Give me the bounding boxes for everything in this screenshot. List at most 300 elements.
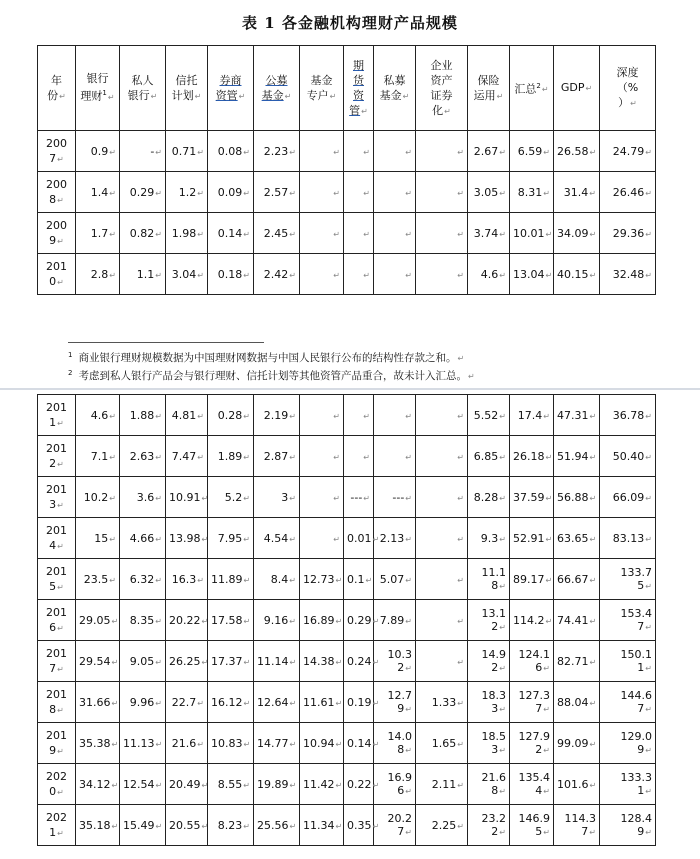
cell-text: 11.14 — [257, 654, 289, 668]
paragraph-mark: ↵ — [109, 270, 116, 280]
value-cell — [254, 395, 300, 436]
value-cell — [208, 172, 254, 213]
year-cell: 201 0↵ — [38, 254, 76, 295]
cell-text: 201 — [46, 605, 67, 619]
table-row — [38, 213, 656, 254]
value-cell — [300, 172, 344, 213]
value-cell — [468, 682, 510, 723]
value-cell — [600, 477, 656, 518]
cell-text: 200 — [46, 136, 67, 150]
cell-text: 0.09 — [217, 185, 243, 199]
value-cell — [374, 641, 416, 682]
value-cell — [344, 172, 374, 213]
cell-text: 16.89 — [303, 613, 335, 627]
cell-text: 8.4 — [270, 572, 289, 586]
cell-text: 1 — [637, 661, 645, 674]
cell-text: 29.54 — [79, 654, 111, 668]
data-table-bottom — [37, 394, 656, 846]
paragraph-mark: ↵ — [289, 821, 297, 831]
value-cell — [208, 436, 254, 477]
cell-text: 201 — [46, 687, 67, 701]
table-title: 表 1 各金融机构理财产品规模 — [242, 14, 458, 32]
year-cell: 202 1↵ — [38, 805, 76, 846]
cell-text: 9.96 — [129, 695, 155, 709]
cell-text: 74.41 — [557, 613, 589, 627]
paragraph-mark: ↵ — [335, 575, 343, 585]
paragraph-mark: ↵ — [335, 780, 343, 790]
cell-text: 0.28 — [217, 408, 243, 422]
paragraph-mark: ↵ — [111, 616, 119, 626]
paragraph-mark: ↵ — [645, 705, 652, 714]
value-cell — [416, 682, 468, 723]
paragraph-mark: ↵ — [589, 698, 597, 708]
paragraph-mark: ↵ — [405, 787, 412, 796]
header-cell — [208, 46, 254, 131]
paragraph-mark: ↵ — [243, 229, 250, 239]
paragraph-mark: ↵ — [243, 411, 250, 421]
value-cell — [374, 254, 416, 295]
value-cell — [76, 518, 120, 559]
value-cell — [120, 559, 166, 600]
value-cell — [166, 172, 208, 213]
value-cell — [600, 559, 656, 600]
cell-text: 12.54 — [123, 777, 155, 791]
paragraph-mark: ↵ — [365, 575, 373, 585]
paragraph-mark: ↵ — [289, 534, 296, 544]
value-cell — [300, 682, 344, 723]
cell-text: 6.32 — [129, 572, 155, 586]
paragraph-mark: ↵ — [543, 188, 550, 198]
paragraph-mark: ↵ — [372, 821, 380, 831]
cell-text: 202 — [46, 810, 67, 824]
paragraph-mark: ↵ — [201, 780, 209, 790]
value-cell — [254, 641, 300, 682]
paragraph-mark: ↵ — [197, 147, 204, 157]
header-label: 份 — [47, 88, 59, 102]
cell-text: 5.52 — [473, 408, 499, 422]
value-cell — [416, 518, 468, 559]
value-cell — [510, 477, 554, 518]
paragraph-mark: ↵ — [402, 91, 410, 101]
paragraph-mark: ↵ — [238, 91, 246, 101]
paragraph-mark: ↵ — [111, 821, 119, 831]
header-label: 资 — [353, 88, 364, 102]
paragraph-mark: ↵ — [201, 534, 209, 544]
paragraph-mark: ↵ — [363, 493, 370, 503]
value-cell — [166, 600, 208, 641]
cell-text: 2 — [397, 661, 405, 674]
paragraph-mark: ↵ — [335, 739, 343, 749]
paragraph-mark: ↵ — [499, 229, 506, 239]
header-cell — [254, 46, 300, 131]
paragraph-mark: ↵ — [289, 493, 296, 503]
paragraph-mark: ↵ — [197, 188, 204, 198]
table-row — [38, 682, 656, 723]
cell-text: 3 — [49, 497, 57, 511]
cell-text: 7.47 — [171, 449, 197, 463]
cell-text: 13.1 — [481, 607, 506, 620]
value-cell — [416, 600, 468, 641]
paragraph-mark: ↵ — [243, 821, 250, 831]
cell-text: 52.91 — [513, 531, 545, 545]
cell-text: 9 — [49, 233, 57, 247]
cell-text: 2 — [491, 620, 499, 633]
paragraph-mark: ↵ — [155, 575, 162, 585]
header-label: 信托 — [175, 73, 198, 87]
value-cell — [468, 477, 510, 518]
table-row — [38, 172, 656, 213]
value-cell — [468, 641, 510, 682]
value-cell — [600, 131, 656, 172]
paragraph-mark: ↵ — [289, 411, 296, 421]
cell-text: 8 — [49, 192, 57, 206]
value-cell — [120, 172, 166, 213]
value-cell — [554, 172, 600, 213]
cell-text: 1.7 — [90, 226, 109, 240]
paragraph-mark: ↵ — [155, 147, 162, 157]
paragraph-mark: ↵ — [589, 188, 596, 198]
cell-text: 8 — [491, 579, 499, 592]
paragraph-mark: ↵ — [363, 147, 370, 157]
header-label: 专户 — [306, 88, 329, 102]
cell-text: 201 — [46, 646, 67, 660]
cell-text: 2.63 — [129, 449, 155, 463]
cell-text: 0.1 — [347, 572, 365, 586]
paragraph-mark: ↵ — [545, 229, 553, 239]
cell-text: 135.4 — [518, 771, 550, 784]
table-row — [38, 764, 656, 805]
paragraph-mark: ↵ — [289, 452, 296, 462]
year-cell: 200 9↵ — [38, 213, 76, 254]
value-cell — [166, 805, 208, 846]
value-cell — [300, 518, 344, 559]
cell-text: 9 — [637, 743, 645, 756]
value-cell — [300, 600, 344, 641]
cell-text: 14.0 — [387, 730, 412, 743]
value-cell — [374, 764, 416, 805]
cell-text: 34.09 — [557, 226, 589, 240]
paragraph-mark: ↵ — [499, 147, 506, 157]
paragraph-mark: ↵ — [585, 84, 593, 93]
cell-text: 0.22 — [347, 777, 372, 791]
paragraph-mark: ↵ — [59, 91, 66, 101]
value-cell — [344, 131, 374, 172]
cell-text: 4.66 — [129, 531, 155, 545]
header-label: 企业 — [430, 58, 453, 72]
value-cell — [344, 600, 380, 641]
value-cell — [300, 477, 344, 518]
value-cell — [510, 213, 554, 254]
cell-text: 18.5 — [481, 730, 506, 743]
header-label: 私人 — [131, 73, 154, 87]
footnote-2: $^2$ 考虑到私人银行产品会与银行理财、信托计划等其他资管产品重合，故未计入汇总。↵ — [68, 368, 475, 382]
cell-text: 19.89 — [257, 777, 289, 791]
cell-text: 127.3 — [518, 689, 550, 702]
cell-text: 82.71 — [557, 654, 589, 668]
paragraph-mark: ↵ — [289, 188, 296, 198]
cell-text: 29.36 — [612, 226, 645, 240]
paragraph-mark: ↵ — [335, 616, 343, 626]
paragraph-mark: ↵ — [243, 616, 251, 626]
value-cell — [554, 641, 600, 682]
paragraph-mark: ↵ — [372, 780, 380, 790]
value-cell — [344, 477, 374, 518]
paragraph-mark: ↵ — [243, 147, 250, 157]
paragraph-mark: ↵ — [197, 575, 204, 585]
table-row — [38, 559, 656, 600]
header-label: 期 — [353, 58, 364, 72]
cell-text: 17.58 — [211, 613, 243, 627]
cell-text: 124.1 — [518, 648, 550, 661]
cell-text: 26.18 — [513, 449, 545, 463]
cell-text: 6.59 — [517, 144, 543, 158]
cell-text: 2 — [49, 456, 57, 470]
paragraph-mark: ↵ — [155, 616, 162, 626]
header-label: 证券 — [430, 88, 453, 102]
header-cell — [300, 46, 344, 131]
footnote-2-number: 2 — [68, 368, 73, 377]
cell-text: 5 — [535, 825, 543, 838]
paragraph-mark: ↵ — [289, 739, 297, 749]
value-cell — [344, 395, 374, 436]
paragraph-mark: ↵ — [243, 739, 251, 749]
cell-text: 3.04 — [171, 267, 197, 281]
value-cell — [600, 682, 656, 723]
header-cell — [76, 46, 120, 131]
footnote-2-text: 考虑到私人银行产品会与银行理财、信托计划等其他资管产品重合，故未计入汇总。 — [78, 370, 467, 382]
cell-text: 7 — [49, 151, 57, 165]
paragraph-mark: ↵ — [645, 623, 652, 632]
value-cell — [416, 254, 468, 295]
cell-text: 40.15 — [557, 267, 589, 281]
paragraph-mark: ↵ — [499, 746, 506, 755]
value-cell — [374, 436, 416, 477]
value-cell — [166, 395, 208, 436]
value-cell — [166, 641, 208, 682]
paragraph-mark: ↵ — [499, 582, 506, 591]
header-cell — [38, 46, 76, 131]
value-cell — [120, 213, 166, 254]
value-cell — [76, 131, 120, 172]
paragraph-mark: ↵ — [645, 493, 652, 503]
value-cell — [344, 641, 380, 682]
value-cell — [254, 477, 300, 518]
cell-text: 31.66 — [79, 695, 111, 709]
paragraph-mark: ↵ — [543, 746, 550, 755]
value-cell — [374, 723, 416, 764]
value-cell — [76, 477, 120, 518]
value-cell — [254, 682, 300, 723]
value-cell — [510, 436, 554, 477]
cell-text: 6 — [49, 620, 57, 634]
value-cell — [374, 682, 416, 723]
cell-text: 1 — [49, 825, 57, 839]
value-cell — [554, 477, 600, 518]
cell-text: 0.18 — [217, 267, 243, 281]
value-cell — [510, 764, 554, 805]
header-cell — [510, 46, 554, 131]
value-cell — [76, 600, 120, 641]
paragraph-mark: ↵ — [155, 270, 162, 280]
value-cell — [300, 254, 344, 295]
paragraph-mark: ↵ — [543, 787, 550, 796]
value-cell — [600, 172, 656, 213]
cell-text: 25.56 — [257, 818, 289, 832]
cell-text: 24.79 — [612, 144, 645, 158]
value-cell — [208, 600, 254, 641]
cell-text: 0.08 — [217, 144, 243, 158]
value-cell — [254, 600, 300, 641]
value-cell — [468, 436, 510, 477]
cell-text: 201 — [46, 259, 67, 273]
cell-text: 127.9 — [518, 730, 550, 743]
paragraph-mark: ↵ — [197, 270, 204, 280]
cell-text: 200 — [46, 218, 67, 232]
cell-text: 1.1 — [136, 267, 155, 281]
cell-text: 9 — [397, 702, 405, 715]
header-label: 汇总 — [514, 82, 537, 96]
paragraph-mark: ↵ — [155, 821, 163, 831]
paragraph-mark: ↵ — [243, 534, 250, 544]
paragraph-mark: ↵ — [363, 229, 370, 239]
cell-text: 201 — [46, 400, 67, 414]
cell-text: 129.0 — [620, 730, 652, 743]
cell-text: 7 — [637, 702, 645, 715]
value-cell — [120, 131, 166, 172]
paragraph-mark: ↵ — [545, 616, 553, 626]
paragraph-mark: ↵ — [197, 452, 204, 462]
paragraph-mark: ↵ — [589, 270, 597, 280]
value-cell — [468, 518, 510, 559]
value-cell — [300, 131, 344, 172]
paragraph-mark: ↵ — [243, 575, 251, 585]
value-cell — [554, 436, 600, 477]
paragraph-mark: ↵ — [333, 188, 340, 198]
paragraph-mark: ↵ — [589, 780, 597, 790]
year-cell: 201 9↵ — [38, 723, 76, 764]
paragraph-mark: ↵ — [645, 787, 652, 796]
value-cell — [374, 172, 416, 213]
cell-text: 4 — [535, 784, 543, 797]
value-cell — [208, 477, 254, 518]
value-cell — [600, 254, 656, 295]
paragraph-mark: ↵ — [197, 739, 204, 749]
cell-text: 47.31 — [557, 408, 589, 422]
cell-text: 11.13 — [123, 736, 155, 750]
paragraph-mark: ↵ — [243, 270, 250, 280]
cell-text: 201 — [46, 441, 67, 455]
cell-text: 26.25 — [169, 654, 201, 668]
paragraph-mark: ↵ — [589, 452, 597, 462]
value-cell — [208, 559, 254, 600]
paragraph-mark: ↵ — [155, 739, 163, 749]
cell-text: 2.45 — [263, 226, 289, 240]
paragraph-mark: ↵ — [155, 657, 162, 667]
paragraph-mark: ↵ — [589, 828, 596, 837]
cell-text: 11.34 — [303, 818, 335, 832]
value-cell — [120, 682, 166, 723]
paragraph-mark: ↵ — [405, 452, 412, 462]
cell-text: 4.81 — [171, 408, 197, 422]
paragraph-mark: ↵ — [109, 575, 116, 585]
cell-text: 26.46 — [612, 185, 645, 199]
cell-text: 23.5 — [83, 572, 109, 586]
value-cell — [300, 641, 344, 682]
cell-text: 8.55 — [217, 777, 243, 791]
cell-text: 26.58 — [557, 144, 589, 158]
cell-text: 2.11 — [431, 777, 457, 791]
paragraph-mark: ↵ — [630, 99, 637, 108]
cell-text: 5 — [637, 579, 645, 592]
cell-text: - — [150, 144, 155, 158]
header-cell — [554, 46, 600, 131]
cell-text: 1.4 — [90, 185, 109, 199]
header-row — [38, 46, 656, 131]
value-cell — [510, 559, 554, 600]
value-cell — [600, 805, 656, 846]
cell-text: 7.89 — [379, 613, 405, 627]
value-cell — [416, 723, 468, 764]
cell-text: 50.40 — [612, 449, 645, 463]
value-cell — [600, 213, 656, 254]
paragraph-mark: ↵ — [589, 411, 597, 421]
value-cell — [510, 131, 554, 172]
paragraph-mark: ↵ — [589, 493, 597, 503]
paragraph-mark: ↵ — [645, 229, 652, 239]
cell-text: --- — [392, 490, 405, 504]
cell-text: 0.14 — [347, 736, 372, 750]
paragraph-mark: ↵ — [457, 821, 464, 831]
value-cell — [120, 436, 166, 477]
table-row — [38, 395, 656, 436]
footnote-ref: 2 — [536, 81, 541, 90]
value-cell — [374, 395, 416, 436]
data-table-top — [37, 45, 656, 295]
cell-text: 88.04 — [557, 695, 589, 709]
cell-text: 66.09 — [612, 490, 645, 504]
value-cell — [374, 213, 416, 254]
paragraph-mark: ↵ — [197, 698, 204, 708]
header-label: 保险 — [477, 73, 500, 87]
value-cell — [208, 131, 254, 172]
cell-text: 2.23 — [263, 144, 289, 158]
year-cell: 201 4↵ — [38, 518, 76, 559]
paragraph-mark: ↵ — [201, 616, 209, 626]
value-cell — [554, 723, 600, 764]
paragraph-mark: ↵ — [499, 705, 506, 714]
paragraph-mark: ↵ — [111, 780, 119, 790]
value-cell — [468, 764, 510, 805]
paragraph-mark: ↵ — [405, 188, 412, 198]
value-cell — [120, 518, 166, 559]
cell-text: 20.55 — [169, 818, 201, 832]
page-break — [0, 388, 700, 390]
value-cell — [554, 254, 600, 295]
value-cell — [166, 477, 208, 518]
value-cell — [374, 518, 416, 559]
table-row — [38, 254, 656, 295]
cell-text: 2.8 — [90, 267, 109, 281]
paragraph-mark: ↵ — [289, 698, 297, 708]
value-cell — [554, 805, 600, 846]
value-cell — [76, 723, 120, 764]
paragraph-mark: ↵ — [243, 657, 251, 667]
header-label: 运用 — [473, 88, 496, 102]
paragraph-mark: ↵ — [457, 657, 464, 667]
cell-text: 128.4 — [620, 812, 652, 825]
table-row — [38, 600, 656, 641]
header-cell — [120, 46, 166, 131]
